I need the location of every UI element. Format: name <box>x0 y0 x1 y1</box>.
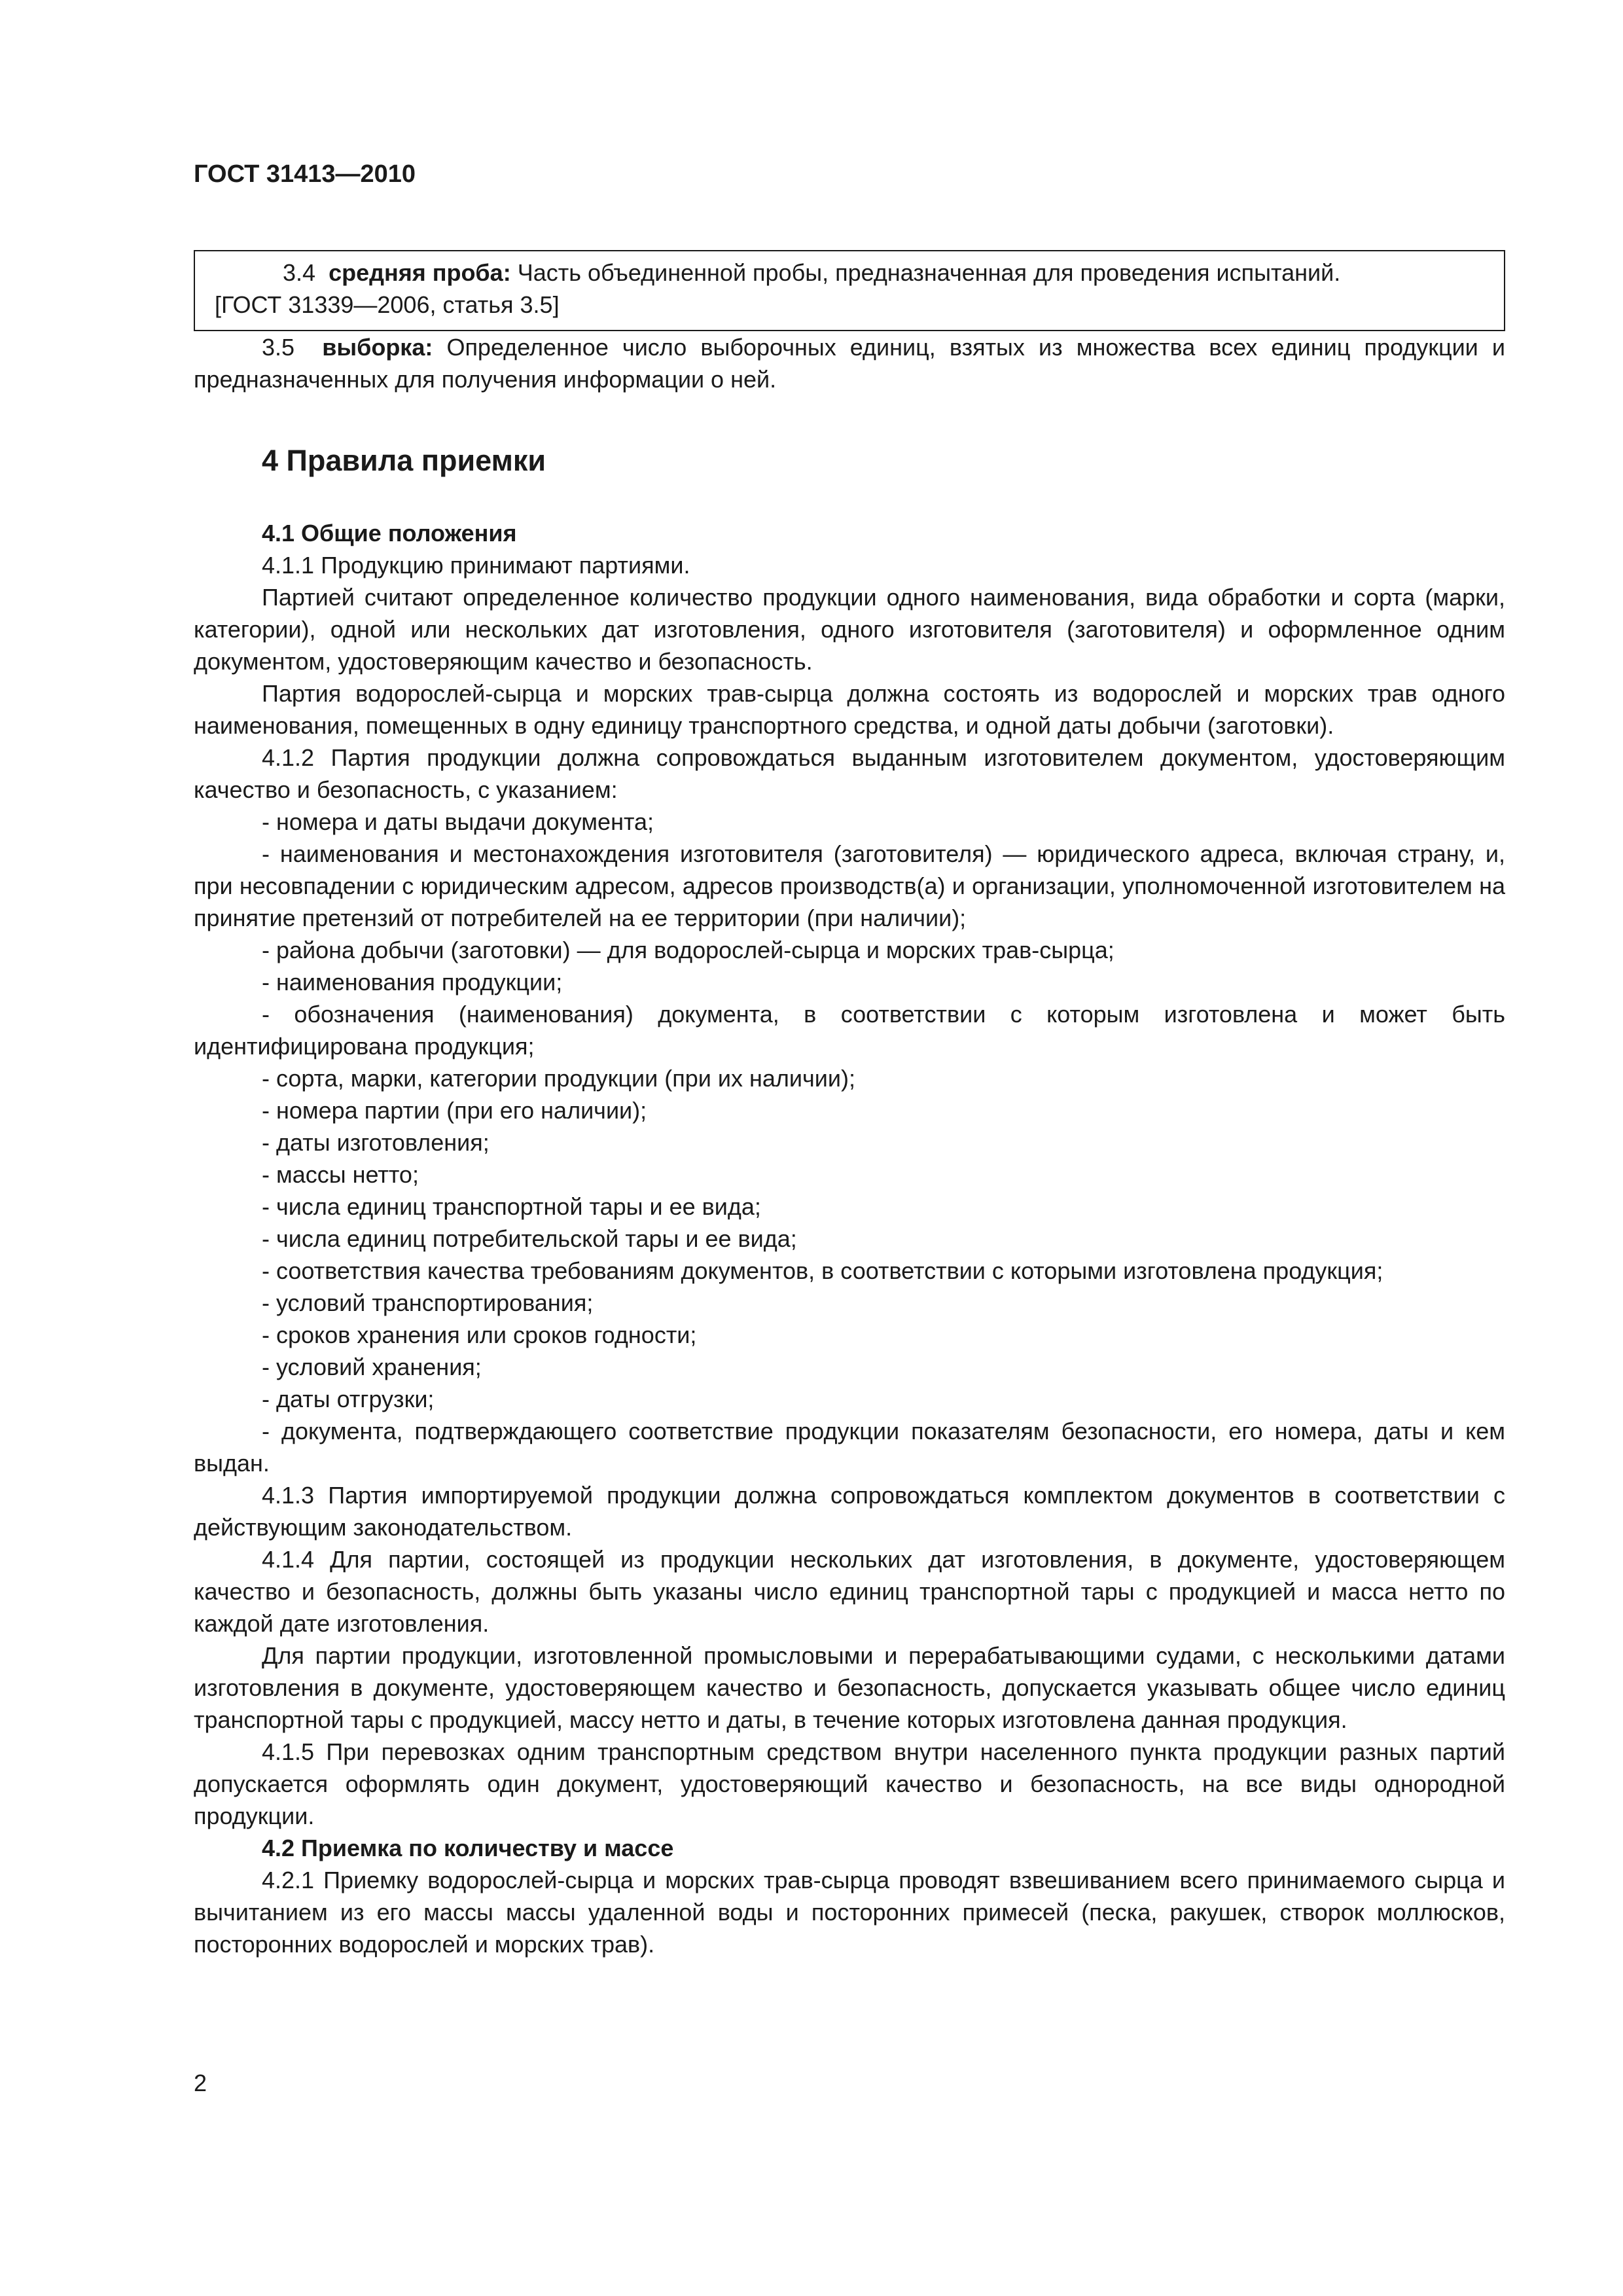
list-item: - числа единиц потребительской тары и ее вида; <box>262 1225 797 1252</box>
list-item: - даты отгрузки; <box>262 1386 435 1412</box>
definition-text: Часть объединенной пробы, предназначенная для проведения испытаний. <box>517 259 1341 286</box>
list-item: - района добычи (заготовки) — для водорослей-сырца и морских трав-сырца; <box>262 937 1115 963</box>
definition-3-4 <box>215 257 1484 289</box>
list-item: - документа, подтверждающего соответствие продукции показателям безопасности, его номера, даты и кем выдан. <box>194 1418 1505 1477</box>
paragraph: Партия водорослей-сырца и морских трав-сырца должна состоять из водорослей и морских трав одного наименования, помещенных в одну единицу транспортного средства, и одной даты добычи (заготовки). <box>194 680 1505 739</box>
definition-box <box>194 250 1505 331</box>
definition-3-5 <box>194 331 1505 395</box>
list-item: - наименования и местонахождения изготовителя (заготовителя) — юридического адреса, включая страну, и, при несовпадении с юридическим адресом, адресов производств(а) и организации, уполномоченной изготовителем на принятие претензий от потребителей на ее территории (при наличии); <box>194 840 1505 931</box>
definition-number: 3.4 <box>283 259 316 286</box>
paragraph: 4.1.1 Продукцию принимают партиями. <box>262 552 690 579</box>
paragraph: 4.2.1 Приемку водорослей-сырца и морских трав-сырца проводят взвешиванием всего принимаемого сырца и вычитанием из его массы массы удаленной воды и посторонних примесей (песка, ракушек, створок моллюсков, посторонних водорослей и морских трав). <box>194 1867 1505 1958</box>
paragraph: 4.1.3 Партия импортируемой продукции должна сопровождаться комплектом документов в соответствии с действующим законодательством. <box>194 1482 1505 1541</box>
list-item: - обозначения (наименования) документа, в соответствии с которым изготовлена и может быть идентифицирована продукция; <box>194 1001 1505 1060</box>
list-item: - номера партии (при его наличии); <box>262 1097 647 1124</box>
list-item: - даты изготовления; <box>262 1129 490 1156</box>
section-title: 4 Правила приемки <box>262 444 546 477</box>
paragraph: Партией считают определенное количество продукции одного наименования, вида обработки и сорта (марки, категории), одной или нескольких дат изготовления, одного изготовителя (заготовителя) и оформленное одним документом, удостоверяющим качество и безопасность. <box>194 584 1505 675</box>
definition-reference: [ГОСТ 31339—2006, статья 3.5] <box>215 291 560 318</box>
list-item: - наименования продукции; <box>262 969 563 996</box>
list-item: - условий хранения; <box>262 1354 482 1380</box>
definition-term: выборка: <box>322 334 433 361</box>
subsection-title-4-1: 4.1 Общие положения <box>262 520 517 547</box>
subsection-title-4-2: 4.2 Приемка по количеству и массе <box>262 1835 674 1861</box>
document-page <box>194 157 1505 1960</box>
list-item: - массы нетто; <box>262 1161 419 1188</box>
paragraph: 4.1.4 Для партии, состоящей из продукции нескольких дат изготовления, в документе, удостоверяющем качество и безопасность, должны быть указаны число единиц транспортной тары с продукцией и масса нетто по каждой дате изготовления. <box>194 1546 1505 1637</box>
document-header: ГОСТ 31413—2010 <box>194 160 416 188</box>
list-item: - числа единиц транспортной тары и ее вида; <box>262 1193 761 1220</box>
list-item: - номера и даты выдачи документа; <box>262 808 654 835</box>
list-item: - сроков хранения или сроков годности; <box>262 1321 697 1348</box>
definition-text: Определенное число выборочных единиц, взятых из множества всех единиц продукции и предназначенных для получения информации о ней. <box>194 334 1505 393</box>
list-item: - сорта, марки, категории продукции (при их наличии); <box>262 1065 855 1092</box>
definition-term: средняя проба: <box>329 259 511 286</box>
paragraph: Для партии продукции, изготовленной промысловыми и перерабатывающими судами, с несколькими датами изготовления в документе, удостоверяющем качество и безопасность, допускается указывать общее число единиц транспортной тары с продукцией, массу нетто и даты, в течение которых изготовлена данная продукция. <box>194 1642 1505 1733</box>
list-item: - условий транспортирования; <box>262 1289 594 1316</box>
document-body <box>194 331 1505 1960</box>
paragraph: 4.1.2 Партия продукции должна сопровождаться выданным изготовителем документом, удостоверяющим качество и безопасность, с указанием: <box>194 744 1505 803</box>
definition-number: 3.5 <box>262 334 295 361</box>
page-number: 2 <box>194 2070 207 2096</box>
list-item: - соответствия качества требованиям документов, в соответствии с которыми изготовлена продукция; <box>262 1257 1383 1284</box>
paragraph: 4.1.5 При перевозках одним транспортным средством внутри населенного пункта продукции разных партий допускается оформлять один документ, удостоверяющий качество и безопасность, на все виды однородной продукции. <box>194 1738 1505 1829</box>
